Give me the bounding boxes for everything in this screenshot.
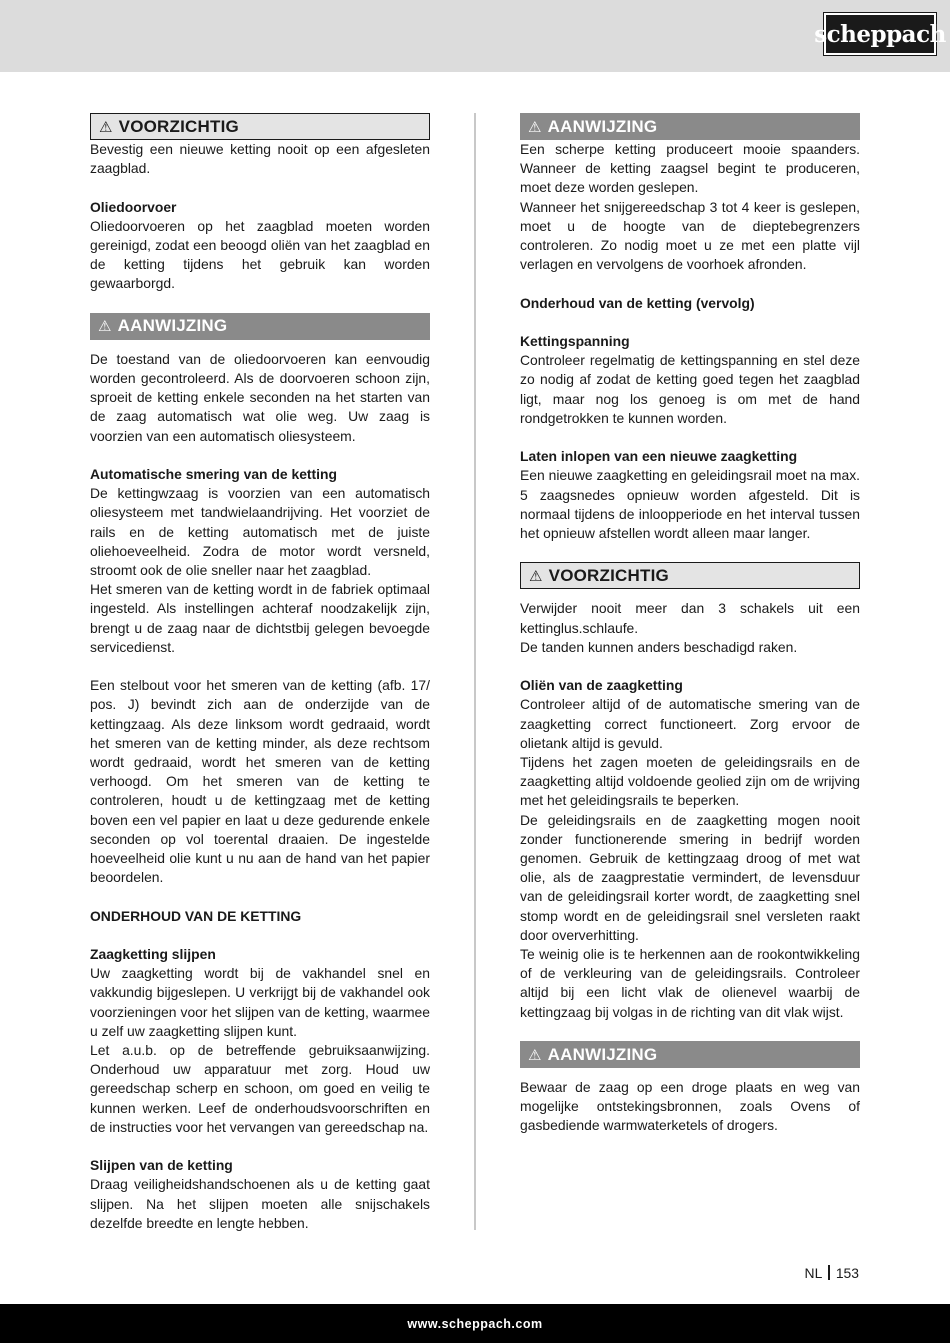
footer-url: www.scheppach.com (407, 1316, 543, 1331)
section-heading: Kettingspanning (520, 333, 630, 349)
footer-bar (0, 1304, 950, 1343)
caution-label: VOORZICHTIG (548, 565, 669, 585)
note-label: AANWIJZING (547, 1044, 658, 1064)
paragraph: Let a.u.b. op de betreffende gebruiksaanwijzing. Onderhoud uw apparatuur met zorg. Houd uw gereedschap scherp en schoon, om goed en veilig te kunnen werken. Leef de onderhoudsvoorschriften en de instructies voor het vervangen van gereedschap na. (90, 1042, 430, 1135)
main-section-heading: ONDERHOUD VAN DE KETTING (90, 907, 302, 924)
section-heading: Slijpen van de ketting (90, 1157, 233, 1174)
page-number-value: 153 (835, 1265, 859, 1281)
header-bar (0, 0, 950, 72)
paragraph: Een nieuwe zaagketting en geleidingsrail moet na max. 5 zaagsnedes opnieuw worden afgesteld. Dit is normaal tijdens de inloopperiode en het interval tussen het opnieuw afstellen wordt alleen maar langer. (520, 467, 860, 542)
warning-triangle-icon: ⚠ (99, 118, 113, 136)
paragraph: Controleer regelmatig de kettingspanning en stel deze zo nodig af zodat de ketting goed tegen het zaagblad ligt, maar nog los genoeg is om met de hand rondgetrokken te kunnen worden. (520, 352, 860, 426)
paragraph: De geleidingsrails en de zaagketting mogen nooit zonder functionerende smering in bedrijf worden genomen. Gebruik de kettingzaag droog of met wat olie, als de zaagprestatie vermindert, de levensduur van de geleidingsrail korter wordt, de zaagketting snel stomp wordt en de geleidingsrail snel versleten raakt door oververhitting. (520, 811, 860, 943)
language-code: NL (804, 1265, 823, 1281)
brand-logo: scheppach (824, 13, 936, 55)
paragraph: Uw zaagketting wordt bij de vakhandel snel en vakkundig bijgeslepen. U verkrijgt bij de vakhandel ook voorzieningen voor het slijpen van de ketting, waarmee u zelf uw zaagketting slijpen kunt. (90, 965, 430, 1039)
section-heading: Laten inlopen van een nieuwe zaagketting (520, 448, 798, 465)
paragraph: Draag veiligheidshandschoenen als u de ketting gaat slijpen. Na het slijpen moeten alle snijschakels dezelfde breedte en lengte hebben. (90, 1176, 430, 1231)
paragraph: De kettingwzaag is voorzien van een automatisch oliesysteem met tandwielaandrijving. Het voorziet de rails en de ketting automatisch met de juiste oliehoeveelheid. Zodra de motor wordt versneld, stroomt ook de olie sneller naar het zaagblad. (90, 485, 430, 579)
note-text: Bewaar de zaag op een droge plaats en weg van mogelijke ontstekingsbronnen, zoals Ovens of gasbediende warmwaterketels of drogers. (520, 1079, 860, 1134)
caution-text: Verwijder nooit meer dan 3 schakels uit een kettinglus.schlaufe. (520, 600, 860, 636)
paragraph: Een stelbout voor het smeren van de ketting (afb. 17/ pos. J) bevindt zich aan de onderzijde van de kettingzaag. Als deze linksom wordt gedraaid, wordt het smeren van de ketting minder, als deze rechtsom wordt gedraaid, wordt het smeren van de ketting verhoogd. Om het smeren van de ketting te controleren, houdt u de kettingzaag met de ketting boven een vel papier en laat u deze gedurende enkele seconden op vol toerental draaien. De ingestelde hoeveelheid olie kunt u nu aan de hand van het papier beoordelen. (90, 677, 430, 886)
warning-triangle-icon: ⚠ (528, 118, 542, 136)
note-text: De toestand van de oliedoorvoeren kan eenvoudig worden gecontroleerd. Als de doorvoeren schoon zijn, sproeit de ketting enkele seconden na het starten van de zaag automatisch wat olie weg. Uw zaag is voorzien van een automatisch oliesysteem. (90, 350, 430, 444)
section-heading: Oliedoorvoer (90, 198, 177, 215)
caution-box (90, 113, 430, 140)
note-text: Wanneer het snijgereedschap 3 tot 4 keer is geslepen, moet u de hoogte van de dieptebegrenzers controleren. Zo nodig moet u ze met een platte vijl verlagen en vervolgens de voorhoek afronden. (520, 198, 860, 273)
note-box (520, 113, 860, 140)
paragraph: Tijdens het zagen moeten de geleidingsrails en de zaagketting altijd voldoende geolied zijn om de wrijving met het geleidingsrails te beperken. (520, 754, 860, 809)
caution-text: Bevestig een nieuwe ketting nooit op een afgesleten zaagblad. (90, 141, 430, 177)
note-box (520, 1041, 860, 1068)
left-column (90, 113, 430, 1233)
warning-triangle-icon: ⚠ (528, 1046, 542, 1064)
caution-box (520, 562, 860, 589)
column-divider (474, 113, 476, 1230)
caution-text: De tanden kunnen anders beschadigd raken. (520, 638, 798, 655)
page-number-separator (828, 1265, 830, 1280)
section-heading: Onderhoud van de ketting (vervolg) (520, 294, 755, 311)
caution-label: VOORZICHTIG (118, 116, 239, 136)
note-box (90, 313, 430, 340)
warning-triangle-icon: ⚠ (98, 318, 112, 336)
section-heading: Oliën van de zaagketting (520, 677, 683, 694)
note-label: AANWIJZING (117, 316, 228, 336)
paragraph: Oliedoorvoeren op het zaagblad moeten worden gereinigd, zodat een beoogd oliën van het zaagblad en de ketting tijdens het gebruik kan worden gewaarborgd. (90, 217, 430, 292)
page-number (805, 1265, 859, 1281)
note-text: Een scherpe ketting produceert mooie spaanders. Wanneer de ketting zaagsel begint te produceren, moet deze worden geslepen. (520, 141, 860, 196)
section-heading: Automatische smering van de ketting (90, 466, 337, 482)
section-heading: Zaagketting slijpen (90, 946, 216, 963)
note-label: AANWIJZING (547, 116, 658, 136)
warning-triangle-icon: ⚠ (529, 567, 543, 585)
paragraph: Controleer altijd of de automatische smering van de zaagketting correct functioneert. Zorg ervoor de olietank altijd is gevuld. (520, 696, 860, 751)
paragraph: Het smeren van de ketting wordt in de fabriek optimaal ingesteld. Als instellingen achteraf noodzakelijk zijn, brengt u de zaag naar de dichtstbij gelegen bevoegde servicedienst. (90, 581, 430, 655)
paragraph: Te weinig olie is te herkennen aan de rookontwikkeling of de verkleuring van de geleidingsrails. Controleer altijd bij een licht vlak de olienevel waarbij de kettingzaag bij volgas in de richting van dit vlak wijst. (520, 946, 860, 1020)
right-column (520, 113, 860, 1136)
